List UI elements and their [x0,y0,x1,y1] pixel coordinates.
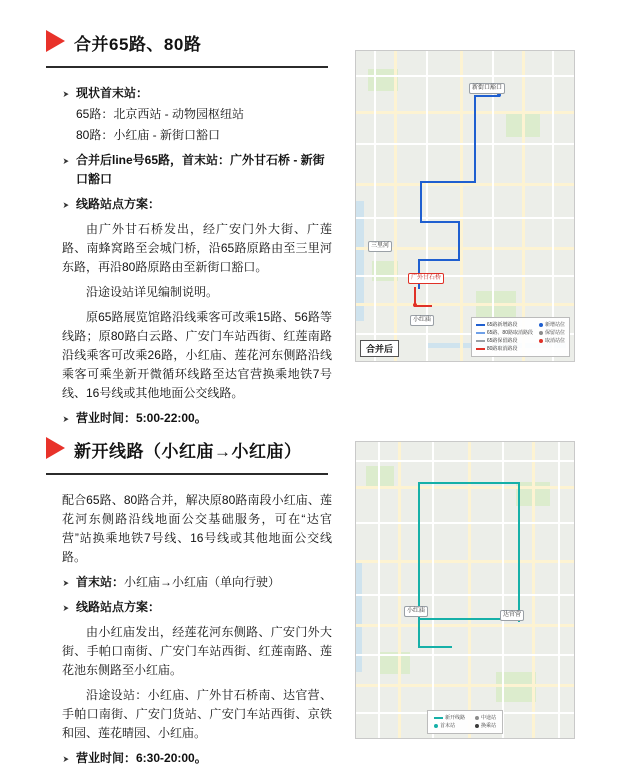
map-road [356,275,574,277]
map-road [552,51,554,361]
map-road [558,442,560,738]
map-route-line [418,482,420,618]
map-route-line [518,482,520,622]
section-1-divider [46,66,328,68]
legend-dot-icon [539,331,543,335]
list-item: ➤ 合并后line号65路，首末站：广外甘石桥 - 新街口豁口 [62,151,332,189]
paragraph: 沿途设站详见编制说明。 [86,285,219,299]
legend-dot-icon [434,724,438,728]
triangle-bullet-icon [46,30,65,52]
legend-item: 首末站 [434,722,465,730]
map-route-line [474,95,476,181]
map-park [366,466,394,486]
legend-item [539,345,565,353]
map-stop-label: 小红庙 [404,606,428,617]
map-road [356,183,574,186]
map-road [356,522,574,524]
list-item: 80路：小红庙 - 新街口豁口 [76,128,221,142]
map-route-line [418,646,452,648]
section-1-heading [46,30,336,56]
list-item: ➤ 营业时间：6:30-20:00。 [62,749,332,768]
list-item: ➤ 首末站：小红庙→小红庙（单向行驶） [62,573,332,592]
list-item: ➤ 线路站点方案： [62,195,332,214]
map-route-line [418,482,520,484]
triangle-bullet-icon [46,437,65,459]
section-2-title: 新开线路（小红庙→小红庙） [74,442,302,461]
map-road [356,460,574,462]
section-2-heading [46,437,336,463]
legend-dot-icon [475,716,479,720]
map-stop-label: 达官营 [500,610,524,621]
legend-line-icon [434,717,443,719]
section-1-title: 合并65路、80路 [74,35,202,54]
map-road [502,442,504,738]
legend-line-icon [476,332,485,334]
legend-item: 中途站 [475,714,496,722]
route-map-new[interactable] [355,441,575,739]
legend-item: 65路保留路段 [476,337,533,345]
map-road [532,442,535,738]
legend-item: 新开线路 [434,714,465,722]
map-route-line [420,181,476,183]
map-road [394,51,397,361]
map-route-line [420,221,460,223]
map-route-line [458,221,460,261]
section-2-body [62,485,332,768]
legend-dot-icon [539,339,543,343]
map-road [356,111,574,114]
map-road [356,594,574,596]
legend-item: 65路、80路取消路段 [476,329,533,337]
map-road [374,51,376,361]
legend-item: 取消站位 [539,337,565,345]
map-stop-label: 广外甘石桥 [408,273,444,284]
paragraph: 沿途设站：小红庙、广外甘石桥南、达官营、手帕口南街、广安门货站、广安门车站西街、京铁和园、莲花晴园、小红庙。 [62,688,332,740]
legend-item: 保留站位 [539,329,565,337]
legend-item: 80路取消路段 [476,345,533,353]
list-item: ➤ 营业时间：5:00-22:00。 [62,409,332,428]
paragraph: 由广外甘石桥发出，经广安门外大街、广莲路、南蜂窝路至会城门桥，沿65路原路由至三里河东路，再沿80路原路由至新街口豁口。 [62,222,332,274]
list-item: ➤ 线路站点方案： [62,598,332,617]
map-road [468,442,471,738]
section-2-divider [46,473,328,475]
legend-line-icon [476,324,485,326]
paragraph: 配合65路、80路合并，解决原80路南段小红庙、莲花河东侧路沿线地面公交基础服务，可在“达官营”站换乘地铁7号线、16号线或其他地面公交线路。 [62,493,332,564]
list-item: ➤ 现状首末站： [62,84,332,103]
map-route-line [420,181,422,221]
map-legend [471,317,570,357]
map-road [356,303,574,306]
legend-item: 新增站位 [539,321,565,329]
map-road [356,217,574,219]
map-road [460,51,463,361]
map-road [356,75,574,77]
map-road [356,654,574,656]
map-road [432,442,434,738]
map-road [356,486,574,489]
map-stop-label: 三里河 [368,241,392,252]
map-road [356,560,574,563]
map-background [356,51,574,361]
legend-item: 换乘站 [475,722,496,730]
paragraph: 原65路展览馆路沿线乘客可改乘15路、56路等线路；原80路白云路、广安门车站西街、红莲南路沿线乘客可改乘26路，小红庙、莲花河东侧路沿线乘客可乘坐新开微循环线路至达官营换乘地铁7号线、16号线或其他地面公交线路。 [62,310,332,400]
route-map-merged[interactable] [355,50,575,362]
legend-dot-icon [475,724,479,728]
list-item: 65路：北京西站 - 动物园枢纽站 [76,107,245,121]
paragraph: 由小红庙发出，经莲花河东侧路、广安门外大街、手帕口南街、广安门车站西街、红莲南路、莲花池东侧路至小红庙。 [62,625,332,677]
legend-line-icon [476,340,485,342]
map-route-line [418,618,420,648]
map-route-line [418,259,460,261]
legend-line-icon [476,348,485,350]
section-1-body [62,78,332,428]
map-road [356,624,574,627]
map-road [522,51,525,361]
map-road [492,51,494,361]
map-stop-label: 新街口豁口 [469,83,505,94]
map-road [378,442,380,738]
map-stop-dot [413,303,417,307]
map-legend [427,710,503,734]
map-road [398,442,401,738]
map-stop-label: 小红庙 [410,315,434,326]
map-caption-tag: 合并后 [360,340,399,357]
legend-dot-icon [539,323,543,327]
legend-item: 65路新增路段 [476,321,533,329]
map-road [356,143,574,145]
map-road [356,684,574,687]
